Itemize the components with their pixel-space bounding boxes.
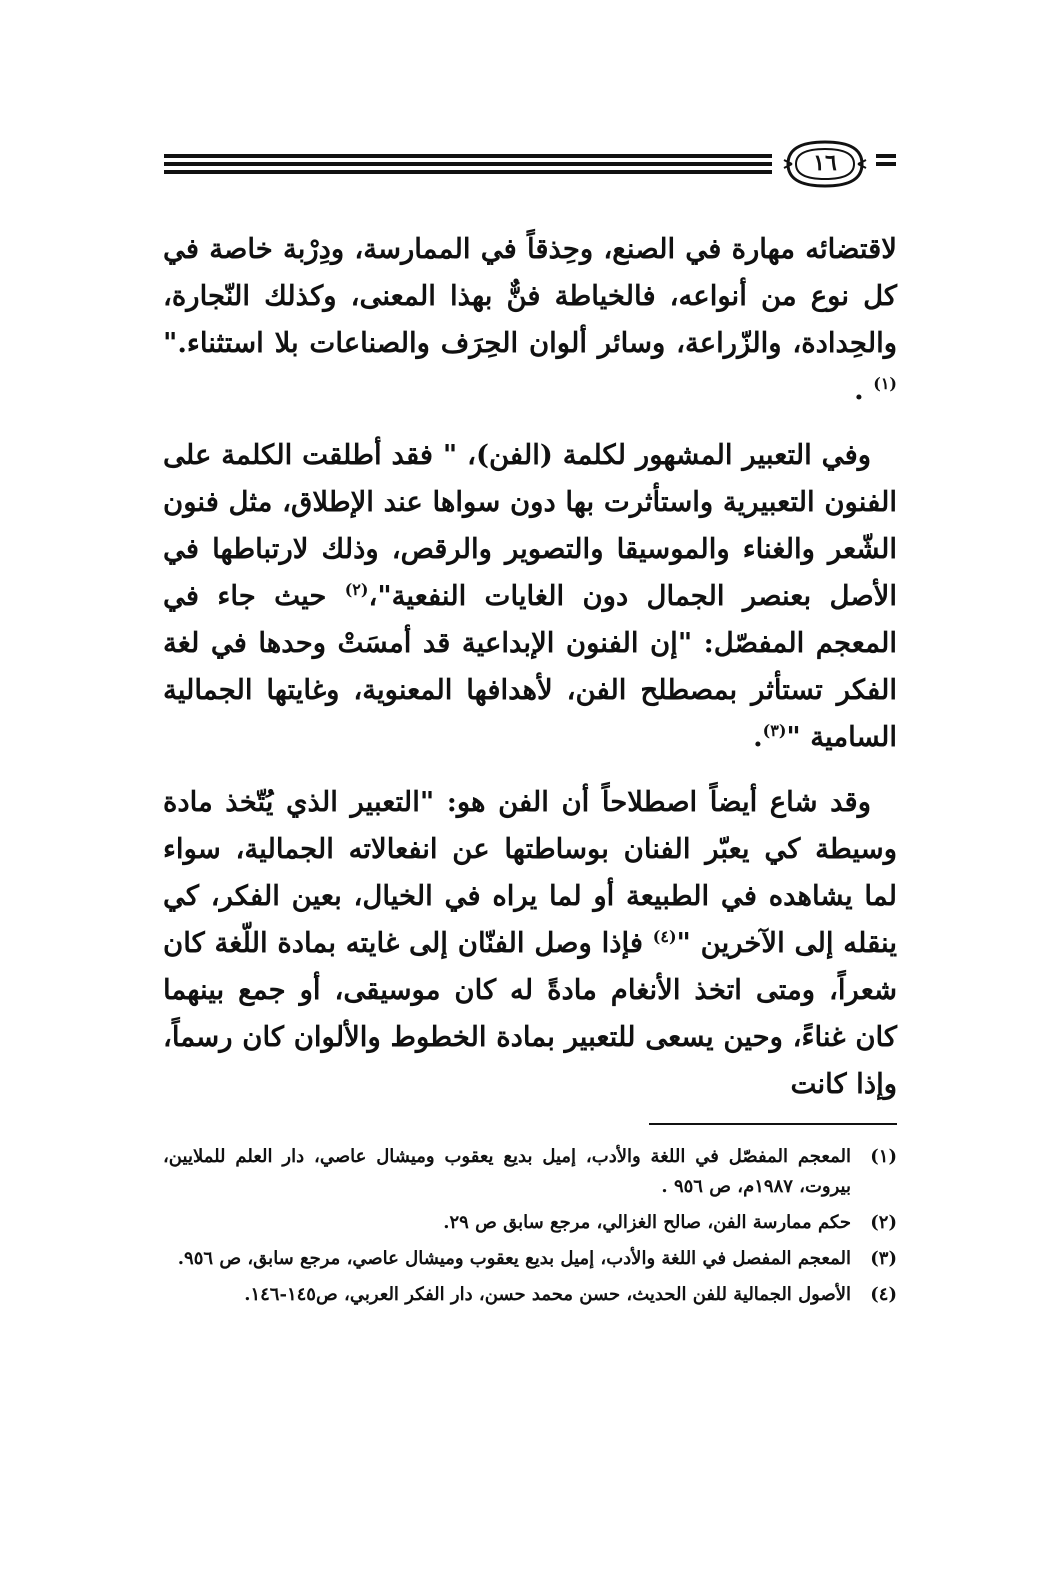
page-number-badge <box>782 138 868 190</box>
footnote-separator <box>649 1123 897 1125</box>
footnote-ref-4: (٤) <box>652 926 677 946</box>
paragraph-2: وفي التعبير المشهور لكلمة (الفن)، " فقد أطلقت الكلمة على الفنون التعبيرية واستأثرت بها دون سواها عند الإطلاق، مثل فنون الشّعر والغناء والموسيقا والتصوير والرقص، وذلك لارتباطها في الأصل بعنصر الجمال دون الغايات النفعية"،$^{(٢)}$ حيث جاء في المعجم المفصّل: "إن الفنون الإبداعية قد أمسَتْ وحدها في لغة الفكر تستأثر بمصطلح الفن، لأهدافها المعنوية، وغايتها الجمالية السامية "$^{(٣)}$. <box>163 439 898 753</box>
footnote-3: (٣) المعجم المفصل في اللغة والأدب، إميل بديع يعقوب وميشال عاصي، مرجع سابق، ص ٩٥٦. <box>177 1248 897 1269</box>
paragraph-3: وقد شاع أيضاً اصطلاحاً أن الفن هو: "التعبير الذي يُتّخذ مادة وسيطة كي يعبّر الفنان بوساطتها عن انفعالاته الجمالية، سواء لما يشاهده في الطبيعة أو لما يراه في الخيال، بعين الفكر، كي ينقله إلى الآخرين "$^{(٤)}$ فإذا وصل الفنّان إلى غايته بمادة اللّغة كان شعراً، ومتى اتخذ الأنغام مادةً له كان موسيقى، أو جمع بينهما كان غناءً، وحين يسعى للتعبير بمادة الخطوط والألوان كان رسماً، وإذا كانت <box>163 786 897 1100</box>
footnote-4: (٤) الأصول الجمالية للفن الحديث، حسن محمد حسن، دار الفكر العربي، ص١٤٥-١٤٦. <box>244 1284 897 1305</box>
footnote-ref-1: (١) <box>873 373 897 393</box>
main-text <box>163 226 897 1126</box>
footnotes <box>163 1142 897 1316</box>
footnote-ref-2: (٢) <box>344 579 369 599</box>
page-header <box>164 138 896 194</box>
paragraph-1: لاقتضائه مهارة في الصنع، وحِذقاً في الممارسة، ودِرْبة خاصة في كل نوع من أنواعه، فالخياطة فنٌّ بهذا المعنى، وكذلك النّجارة، والحِدادة، والزّراعة، وسائر ألوان الحِرَف والصناعات بلا استثناء."$^{(١)}$ . <box>163 233 897 406</box>
header-rule-left <box>164 154 772 178</box>
page-number: ١٦ <box>813 150 837 176</box>
header-rule-right <box>876 154 896 170</box>
footnote-ref-3: (٣) <box>762 720 787 740</box>
footnote-1: (١) المعجم المفصّل في اللغة والأدب، إميل بديع يعقوب وميشال عاصي، دار العلم للملايين، بيروت، ١٩٨٧م، ص ٩٥٦ . <box>163 1146 897 1197</box>
footnote-2: (٢) حكم ممارسة الفن، صالح الغزالي، مرجع سابق ص ٢٩. <box>443 1212 897 1233</box>
